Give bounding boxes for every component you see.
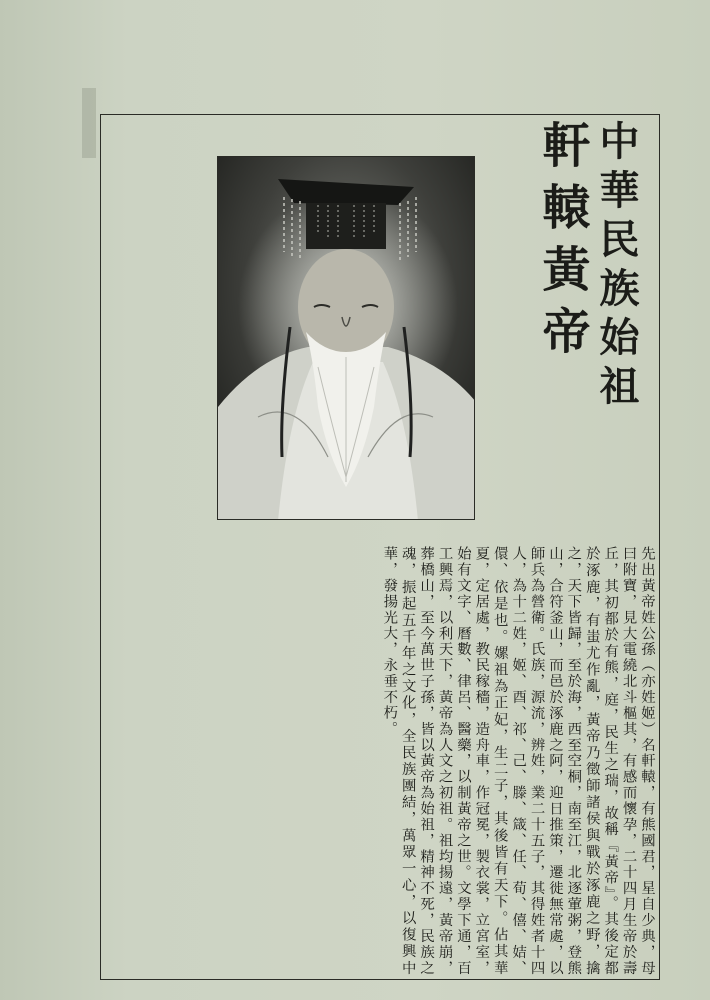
portrait-image	[217, 156, 475, 520]
title-main: 中華民族始祖	[593, 120, 640, 414]
body-text: 先出黃帝姓公孫（亦姓姬）名軒轅，有熊國君，星自少典，母曰附寶，見大電繞北斗樞其，有感而懷孕，二十四月生帝於壽丘，其初都於有熊，庭，民生之瑞，故稱『黃帝』。其後定都於涿鹿，有蚩尤作亂，黃帝乃徵師諸侯與戰於涿鹿之野，擒之，天下皆歸，至於海，西至空桐，南至江，北逐葷粥，登熊山，合符釜山，而邑於涿鹿之阿，迎日推策，遷徙無常處，以師兵為營衛。氏族，源流，辨姓，業二十五子，其得姓者十四人，為十二姓，姬、酉、祁、己、滕、箴、任、荀、僖、姞、儇、依是也。嫘祖為正妃，生二子，其後皆有天下。佔其華夏，定居處，教民稼穡，造舟車，作冠冕，製衣裳，立宮室，始有文字、曆數、律呂、醫藥，以制黃帝之世。文學下通，百工興焉，以利天下，黃帝為人文之初祖。祖均揚遠，黃帝崩，葬橋山，至今萬世子孫，皆以黃帝為始祖，精神不死，民族之魂，振起五千年之文化，全民族團結，萬眾一心，以復興中華，發揚光大，永垂不朽。	[381, 546, 655, 976]
title-name: 軒轅黃帝	[534, 120, 590, 368]
scan-edge-mark	[82, 88, 96, 158]
